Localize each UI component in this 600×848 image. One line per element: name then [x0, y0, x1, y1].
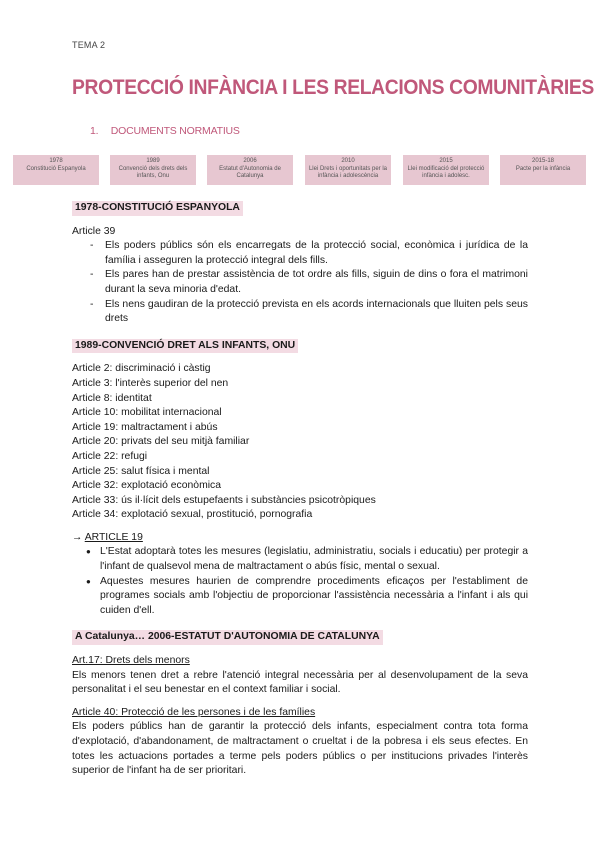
article-19-line [72, 531, 528, 546]
list-item: Article 20: privats del seu mitjà familiar [72, 436, 250, 448]
timeline-box [110, 155, 196, 185]
section-heading [90, 125, 240, 137]
timeline-year: 2006 [243, 158, 257, 164]
list-item: Article 19: maltractament i abús [72, 421, 218, 433]
article-19-bullets [86, 545, 528, 618]
timeline-text: Pacte per la infància [515, 165, 571, 172]
timeline-year: 1989 [146, 158, 160, 164]
section-2006-heading: A Catalunya… 2006-ESTATUT D'AUTONOMIA DE CATALUNYA [72, 630, 383, 645]
list-item: Article 32: explotació econòmica [72, 480, 222, 492]
list-item: Article 10: mobilitat internacional [72, 407, 222, 419]
art17-label: Art.17: Drets dels menors [72, 655, 190, 667]
section-1989-heading: 1989-CONVENCIÓ DRET ALS INFANTS, ONU [72, 339, 298, 354]
article-19-label: ARTICLE 19 [84, 531, 143, 543]
timeline-year: 2015-18 [531, 158, 555, 164]
list-item: Article 2: discriminació i càstig [72, 363, 211, 375]
list-item: Article 8: identitat [72, 392, 152, 404]
timeline-box [500, 155, 586, 185]
list-item: Article 22: refugi [72, 450, 148, 462]
timeline-box [207, 155, 293, 185]
timeline-box [403, 155, 489, 185]
timeline-text: Constitució Espanyola [26, 165, 86, 172]
art17-text: Els menors tenen dret a rebre l'atenció integral necessària per al desenvolupament de la seva personalitat i el seu benestar en el context familiar i social. [72, 669, 528, 696]
list-item: Article 34: explotació sexual, prostitució, pornografia [72, 509, 313, 521]
list-item: - Els nens gaudiran de la protecció prevista en els acords internacionals que lluiten pels seus drets [90, 298, 528, 327]
article-label: Article 39 [72, 225, 116, 237]
list-item: Article 33: ús il·lícit dels estupefaents i substàncies psicotròpiques [72, 494, 376, 506]
list-item: - Els poders públics són els encarregats de la protecció social, econòmica i jurídica de la família i asseguren la protecció integral dels fills. [90, 239, 528, 268]
section-number: 1. [90, 125, 99, 137]
timeline-year: 2010 [341, 158, 355, 164]
timeline-box [305, 155, 391, 185]
article-list [72, 362, 528, 523]
tema-label: TEMA 2 [72, 40, 106, 50]
list-item: ● L'Estat adoptarà totes les mesures (legislatiu, administratiu, socials i educatiu) per protegir a l'infant de qualsevol mena de maltractament o abús físic, mental o sexual. [86, 545, 528, 574]
page-title: PROTECCIÓ INFÀNCIA I LES RELACIONS COMUNITÀRIES [72, 76, 594, 99]
list-item: Article 25: salut física i mental [72, 465, 210, 477]
timeline-text: Llei modificació del protecció infància i adolesc. [407, 165, 485, 179]
timeline [13, 155, 587, 185]
list-item: ● Aquestes mesures haurien de comprendre procediments eficaços per l'establiment de programes socials amb l'objectiu de proporcionar l'assistència necessària a l'infant i als qui cuiden d'ell. [86, 575, 528, 619]
list-item: Article 3: l'interès superior del nen [72, 377, 229, 389]
timeline-box [13, 155, 99, 185]
timeline-text: Llei Drets i oportunitats per la infància i adolescència [308, 165, 388, 179]
article-39-list [90, 239, 528, 327]
timeline-year: 1978 [49, 158, 63, 164]
timeline-text: Convenció dels drets dels infants, Onu [118, 165, 188, 179]
timeline-text: Estatut d'Autonomia de Catalunya [219, 165, 281, 179]
section-1978-heading: 1978-CONSTITUCIÓ ESPANYOLA [72, 201, 243, 216]
document-body [72, 201, 528, 779]
art40-label: Article 40: Protecció de les persones i de les famílies [72, 706, 316, 718]
list-item: - Els pares han de prestar assistència de tot ordre als fills, siguin de dins o fora el matrimoni durant la seva minoria d'edat. [90, 268, 528, 297]
section-title: DOCUMENTS NORMATIUS [110, 125, 240, 137]
timeline-year: 2015 [439, 158, 453, 164]
arrow-icon: → [72, 531, 85, 543]
art40-text: Els poders públics han de garantir la protecció dels infants, especialment contra tota forma d'explotació, d'abandonament, de maltractament o crueltat i de la pobresa i els seus efectes. En totes les actuacions portades a terme pels poders públics o per institucions privades l'interès superior de l'infant ha de ser prioritari. [72, 721, 528, 777]
